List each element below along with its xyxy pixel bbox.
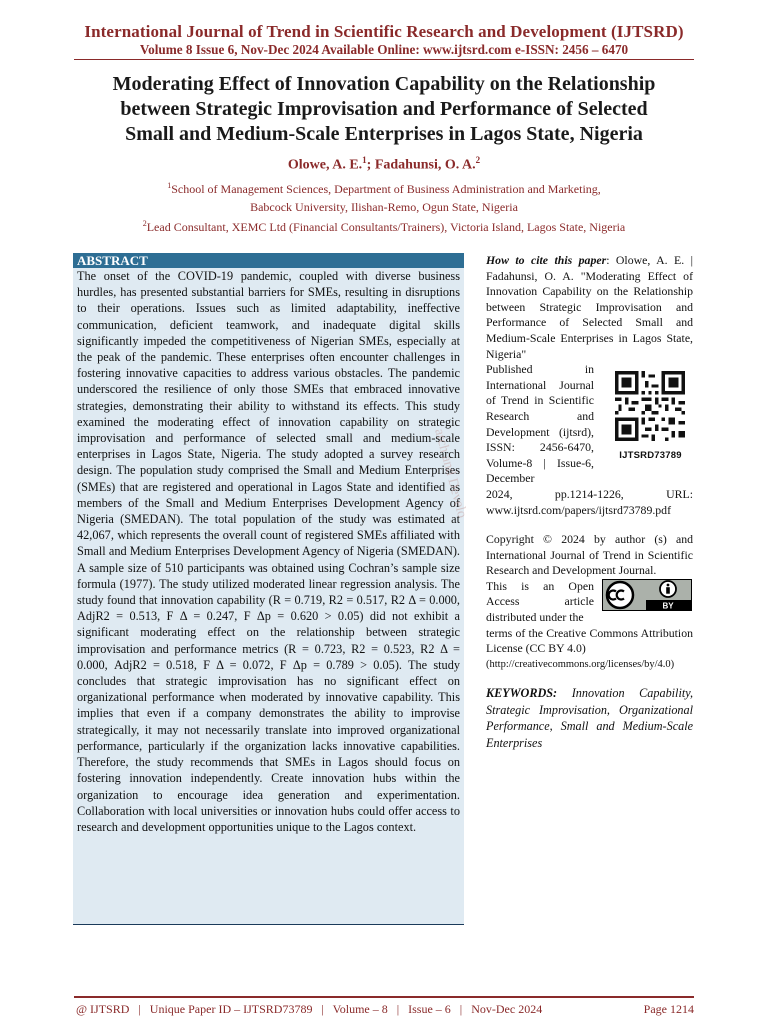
citation-block: [486, 253, 693, 518]
author-name: Olowe, A. E.: [287, 157, 363, 173]
license-block: [486, 579, 693, 626]
footer-info: @ IJTSRD | Unique Paper ID – IJTSRD73789 | Volume – 8 | Issue – 6 | Nov-Dec 2024: [76, 1002, 543, 1016]
qr-paper-id: IJTSRD73789: [619, 449, 682, 461]
license-url[interactable]: (http://creativecommons.org/licenses/by/4.0): [486, 658, 675, 670]
title-line: Moderating Effect of Innovation Capability on the Relationship: [112, 73, 656, 95]
citation-text: : Olowe, A. E. | Fadahunsi, O. A. "Moderating Effect of Innovation Capability on the Relationship between Strategic Improvisation and Performance of Selected Small and Medium-Scale Enterprises in Lagos State, Nigeria": [486, 253, 693, 361]
cc-by-text: BY: [662, 601, 674, 611]
journal-name: International Journal of Trend in Scientific Research and Development (IJTSRD): [84, 22, 684, 41]
paper-title: [60, 72, 708, 147]
cc-by-license-icon[interactable]: [602, 579, 692, 611]
keywords-text: Innovation Capability, Strategic Improvisation, Organizational Performance, Small and Medium-Scale Enterprises: [486, 686, 693, 750]
affil-mark: 1: [167, 181, 172, 190]
abstract-section: [73, 253, 464, 925]
affil-text: School of Management Sciences, Department of Business Administration and Marketing,: [171, 182, 601, 196]
license-side: This is an Open Access article distributed under the: [486, 578, 594, 625]
qr-block: [608, 371, 693, 461]
abstract-text: The onset of the COVID-19 pandemic, coupled with diverse business hurdles, has presented substantial barriers for SMEs, resulting in disruptions to their operations. Issues such as limited adaptability, ineffective communication, deficient teamwork, and inadequate digital skills significantly impeded the competitiveness of Nigerian SMEs, especially at the peak of the pandemic. These enterprises often encounter challenges in fostering innovative capacities to address various obstacles. The pandemic underscored the resilience of only those SMEs that embraced innovative strategies, demonstrating their ability to withstand its effects. This study examined the moderating effect of innovation capability on strategic improvisation and performance of selected small and medium-scale enterprises in Lagos State, Nigeria. The study adopted a survey research design. The population study comprised the Small and Medium Enterprises (SMEs) that are registered and operational in Lagos State and identified as members of the Small and Medium Enterprises Development Agency of Nigeria (SMEDAN). The total population of the study was estimated at 42,067, which represents the overall count of registered SMEs affiliated with Small and Medium Enterprises Development Agency of Nigeria (SMEDAN). A sample size of 510 participants was obtained using Cochran’s sample size formula (1977). The study utilized moderated linear regression analysis. The study found that innovation capability (R = 0.719, R2 = 0.517, R2 Δ = 0.000, AdjR2 = 0.513, F Δ = 0.247, F Δp = 0.620 > 0.05) did not exhibit a significant moderating effect on the relationship between strategic improvisation and performance metrics (R = 0.723, R2 = 0.523, R2 Δ = 0.000, AdjR2 = 0.518, F Δ = 0.072, F Δp = 0.789 > 0.05). The study concludes that strategic improvisation has no significant effect on organizational performance when moderated by innovative capability. This implies that even if a company demonstrates the ability to improvise strategically, it may not necessarily translate into improved organizational performance, particularly if the organization lacks innovative capabilities. Therefore, the study recommends that SMEs in Lagos should focus on fostering innovation independently. Create innovation hubs within the organization to encourage idea generation and experimentation. Collaboration with local universities or innovation hubs could offer access to research and development opportunities unique to the Lagos context.: [77, 269, 460, 834]
header-rule: [74, 59, 694, 60]
citation-label: How to cite this paper: [486, 253, 607, 267]
footer-rule: [74, 996, 694, 998]
author-affil-mark: 2: [475, 155, 481, 165]
volume-line: Volume 8 Issue 6, Nov-Dec 2024 Available Online: www.ijtsrd.com e-ISSN: 2456 – 6470: [139, 42, 629, 57]
title-line: between Strategic Improvisation and Performance of Selected: [120, 98, 648, 120]
authors: [0, 155, 768, 174]
citation-side: Published in International Journal of Trend in Scientific Research and Development (ijtsrd), ISSN: 2456-6470, Volume-8 | Issue-6, December: [486, 362, 594, 486]
page-number: Page 1214: [643, 1002, 694, 1016]
affiliation-2: [0, 219, 768, 235]
keywords-label: KEYWORDS:: [486, 686, 558, 701]
sidebar-info: [486, 253, 693, 751]
author-separator: ;: [366, 157, 375, 173]
affil-mark: 2: [142, 219, 147, 228]
abstract-heading: ABSTRACT: [73, 253, 464, 268]
author-affil-mark: 1: [362, 155, 367, 165]
affiliation-1-cont: Babcock University, Ilishan-Remo, Ogun State, Nigeria: [250, 200, 518, 214]
watermark-glyph: arch and Develo: [431, 427, 470, 520]
license-terms: terms of the Creative Commons Attribution License (CC BY 4.0): [486, 625, 693, 656]
qr-code-icon[interactable]: [612, 371, 688, 441]
citation-top: [486, 253, 693, 362]
copyright-block: [486, 532, 693, 672]
affiliation-1: [0, 181, 768, 197]
keywords-block: [486, 685, 693, 751]
affil-text: Lead Consultant, XEMC Ltd (Financial Consultants/Trainers), Victoria Island, Lagos State, Nigeria: [146, 220, 626, 234]
title-line: Small and Medium-Scale Enterprises in Lagos State, Nigeria: [125, 123, 643, 145]
author-name: Fadahunsi, O. A.: [374, 157, 476, 173]
citation-url[interactable]: 2024, pp.1214-1226, URL: www.ijtsrd.com/papers/ijtsrd73789.pdf: [486, 486, 693, 517]
copyright-text: Copyright © 2024 by author (s) and International Journal of Trend in Scientific Research and Development Journal.: [486, 532, 693, 578]
